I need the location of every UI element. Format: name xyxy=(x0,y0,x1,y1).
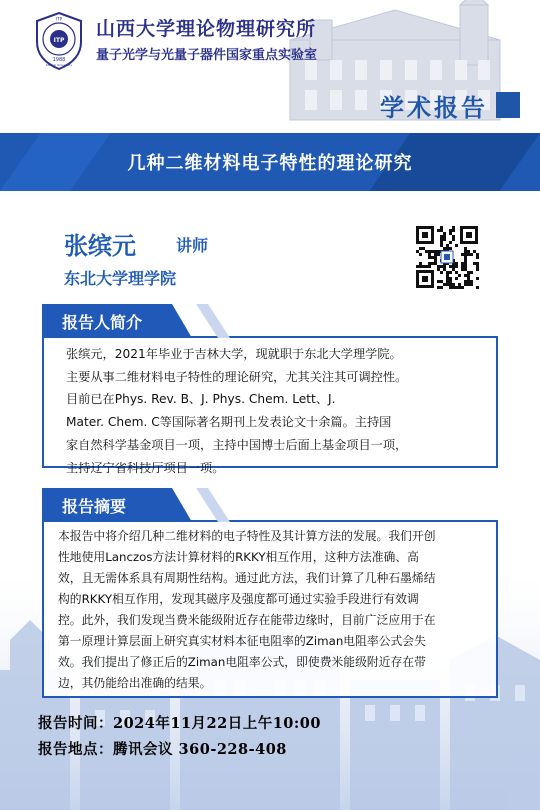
qr-code-icon[interactable] xyxy=(414,224,480,290)
qr-module xyxy=(455,271,458,274)
bio-line: 目前已在Phys. Rev. B、J. Phys. Chem. Lett、J. xyxy=(66,392,336,407)
qr-module xyxy=(446,271,449,274)
qr-module xyxy=(461,262,464,265)
qr-module xyxy=(455,277,458,280)
qr-module xyxy=(449,283,452,286)
qr-module xyxy=(476,268,479,271)
qr-module xyxy=(440,241,443,244)
qr-module xyxy=(446,274,449,277)
qr-module xyxy=(422,265,425,268)
qr-module xyxy=(452,286,455,289)
qr-module xyxy=(428,253,431,256)
qr-module xyxy=(446,247,449,250)
qr-module xyxy=(440,280,443,283)
qr-module xyxy=(437,229,440,232)
institute-name: 山西大学理论物理研究所 xyxy=(96,18,317,40)
qr-module xyxy=(470,283,473,286)
logo-year: 1988 xyxy=(52,57,66,63)
qr-module xyxy=(419,253,422,256)
talk-place xyxy=(38,738,287,759)
qr-module xyxy=(464,247,467,250)
qr-module xyxy=(476,253,479,256)
speaker-affiliation: 东北大学理学院 xyxy=(64,269,177,288)
talk-time-label: 报告时间： xyxy=(38,715,113,732)
qr-module xyxy=(449,280,452,283)
abstract-line: 控。此外，我们发现当费米能级附近存在能带边缘时，目前广泛应用于在 xyxy=(58,613,436,627)
qr-module xyxy=(449,271,452,274)
qr-module xyxy=(467,274,470,277)
qr-module xyxy=(443,265,446,268)
talk-title: 几种二维材料电子特性的理论研究 xyxy=(127,153,413,174)
qr-module xyxy=(467,277,470,280)
qr-module xyxy=(440,265,443,268)
abstract-line: 本报告中将介绍几种二维材料的电子特性及其计算方法的发展。我们开创 xyxy=(58,529,436,543)
abstract-box xyxy=(42,522,498,698)
qr-module xyxy=(437,250,440,253)
qr-module xyxy=(476,262,479,265)
qr-module xyxy=(458,286,461,289)
qr-module xyxy=(476,256,479,259)
qr-module xyxy=(449,232,452,235)
qr-module xyxy=(419,265,422,268)
abstract-section-deco xyxy=(196,488,232,522)
qr-module xyxy=(461,286,464,289)
qr-module xyxy=(428,265,431,268)
bio-line: Mater. Chem. C等国际著名期刊上发表论文十余篇。主持国 xyxy=(66,415,392,430)
speaker-title: 讲师 xyxy=(176,236,209,255)
abstract-line: 效。我们提出了修正后的Ziman电阻率公式，即使费米能级附近存在带 xyxy=(58,655,426,669)
qr-module xyxy=(452,235,455,238)
qr-module xyxy=(443,235,446,238)
institute-seal-icon xyxy=(34,12,84,70)
qr-module xyxy=(419,247,422,250)
qr-module xyxy=(440,244,443,247)
qr-module xyxy=(461,268,464,271)
qr-module xyxy=(434,253,437,256)
qr-module xyxy=(464,283,467,286)
qr-module xyxy=(470,271,473,274)
qr-module xyxy=(449,241,452,244)
bio-box xyxy=(42,338,498,475)
qr-module xyxy=(455,262,458,265)
qr-module xyxy=(464,253,467,256)
qr-module xyxy=(470,253,473,256)
qr-module xyxy=(431,250,434,253)
qr-module xyxy=(416,250,419,253)
abstract-text xyxy=(44,526,496,694)
qr-module xyxy=(431,256,434,259)
qr-module xyxy=(467,283,470,286)
qr-module xyxy=(443,283,446,286)
qr-module xyxy=(452,265,455,268)
qr-module xyxy=(419,262,422,265)
qr-module xyxy=(446,283,449,286)
qr-module xyxy=(416,265,419,268)
logo-top-text: ITP xyxy=(55,16,63,22)
speaker-name: 张缤元 xyxy=(64,232,136,260)
qr-module xyxy=(476,277,479,280)
qr-module xyxy=(440,226,443,229)
qr-module xyxy=(440,271,443,274)
qr-module xyxy=(473,262,476,265)
qr-module xyxy=(464,280,467,283)
qr-module xyxy=(437,253,440,256)
qr-module xyxy=(464,262,467,265)
qr-module xyxy=(464,268,467,271)
talk-time xyxy=(38,712,321,733)
qr-module xyxy=(446,244,449,247)
qr-module xyxy=(476,286,479,289)
bio-section-deco xyxy=(196,304,232,338)
qr-module xyxy=(440,235,443,238)
qr-module xyxy=(437,265,440,268)
qr-module xyxy=(464,250,467,253)
report-type-accent xyxy=(496,92,520,118)
qr-module xyxy=(464,274,467,277)
bio-text xyxy=(44,343,496,479)
qr-module xyxy=(452,238,455,241)
qr-module xyxy=(422,247,425,250)
qr-module xyxy=(434,262,437,265)
qr-module xyxy=(443,268,446,271)
qr-module xyxy=(467,250,470,253)
abstract-line: 性地使用Lanczos方法计算材料的RKKY相互作用，这种方法准确、高 xyxy=(58,550,419,564)
laboratory-name: 量子光学与光量子器件国家重点实验室 xyxy=(96,48,318,63)
qr-module xyxy=(455,286,458,289)
abstract-line: 效，且无需体系具有周期性结构。通过此方法，我们计算了几种石墨烯结 xyxy=(58,571,436,585)
qr-module xyxy=(425,250,428,253)
qr-module xyxy=(464,265,467,268)
bio-line: 张缤元，2021年毕业于吉林大学，现就职于东北大学理学院。 xyxy=(66,347,402,361)
qr-module xyxy=(449,265,452,268)
qr-module xyxy=(431,262,434,265)
qr-module xyxy=(452,226,455,229)
abstract-line: 边，其仍能给出准确的结果。 xyxy=(58,676,212,690)
qr-module xyxy=(443,247,446,250)
logo-center-text: ITP xyxy=(53,37,65,44)
qr-module xyxy=(440,286,443,289)
qr-module xyxy=(428,256,431,259)
qr-module xyxy=(461,265,464,268)
abstract-line: 构的RKKY相互作用，发现其磁序及强度都可通过实验手段进行有效调 xyxy=(58,592,419,606)
qr-module xyxy=(467,280,470,283)
header xyxy=(0,0,540,140)
qr-module xyxy=(452,229,455,232)
qr-module xyxy=(467,271,470,274)
qr-module xyxy=(446,280,449,283)
qr-module xyxy=(434,259,437,262)
bio-line: 主持辽宁省科技厅项目一项。 xyxy=(66,460,225,475)
qr-module xyxy=(449,286,452,289)
qr-module xyxy=(443,238,446,241)
qr-module xyxy=(449,277,452,280)
abstract-line: 第一原理计算层面上研究真实材料本征电阻率的Ziman电阻率公式会失 xyxy=(58,634,426,648)
qr-module xyxy=(446,277,449,280)
qr-module xyxy=(425,265,428,268)
title-band xyxy=(0,133,540,191)
qr-module xyxy=(467,253,470,256)
logo-bottom-text: Shanxi University xyxy=(45,63,73,67)
qr-module xyxy=(428,250,431,253)
qr-module xyxy=(434,256,437,259)
qr-module xyxy=(440,238,443,241)
qr-module xyxy=(440,229,443,232)
qr-module xyxy=(455,244,458,247)
qr-module xyxy=(464,259,467,262)
qr-module xyxy=(473,250,476,253)
qr-module xyxy=(452,268,455,271)
qr-module xyxy=(458,274,461,277)
qr-module xyxy=(464,256,467,259)
talk-place-label: 报告地点： xyxy=(38,741,113,758)
qr-module xyxy=(434,250,437,253)
qr-module xyxy=(437,286,440,289)
bio-heading: 报告人简介 xyxy=(62,313,143,332)
report-type-label: 学术报告 xyxy=(380,94,488,122)
bio-line: 家自然科学基金项目一项，主持中国博士后面上基金项目一项， xyxy=(66,437,408,452)
talk-place-value: 腾讯会议 360-228-408 xyxy=(113,741,287,758)
qr-module xyxy=(470,280,473,283)
qr-module xyxy=(437,280,440,283)
qr-module xyxy=(452,283,455,286)
abstract-heading: 报告摘要 xyxy=(62,497,127,516)
qr-module xyxy=(449,247,452,250)
qr-module xyxy=(437,268,440,271)
talk-time-value: 2024年11月22日上午10:00 xyxy=(113,715,321,732)
qr-module xyxy=(428,262,431,265)
qr-module xyxy=(449,229,452,232)
qr-module xyxy=(461,253,464,256)
qr-module xyxy=(476,265,479,268)
qr-module xyxy=(443,232,446,235)
qr-module xyxy=(455,265,458,268)
qr-module xyxy=(458,283,461,286)
bio-line: 主要从事二维材料电子特性的理论研究，尤其关注其可调控性。 xyxy=(66,369,408,384)
